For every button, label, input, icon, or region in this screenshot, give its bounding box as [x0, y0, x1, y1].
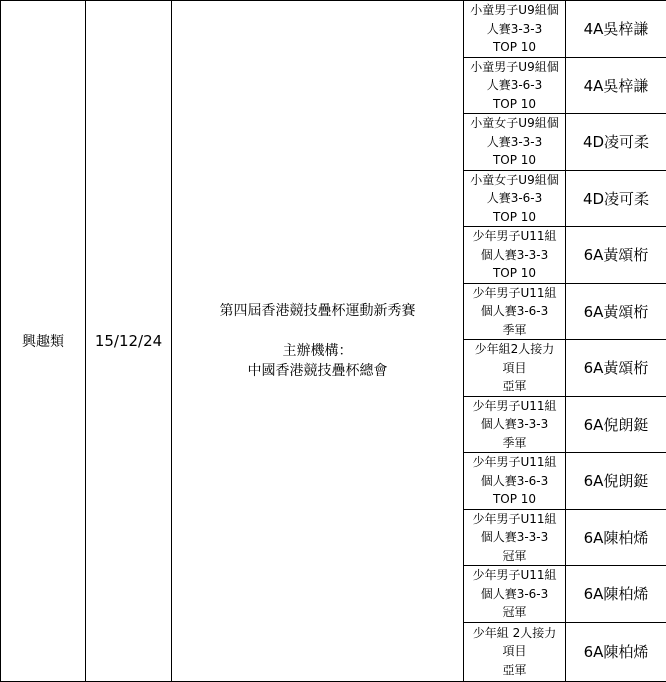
student-cell: 6A陳柏烯 — [566, 509, 666, 566]
event-cell: 少年組 2人接力 項目 亞軍 — [464, 622, 566, 681]
student-cell: 4A吳梓謙 — [566, 1, 666, 58]
event-cell: 少年男子U11組 個人賽3-3-3 TOP 10 — [464, 227, 566, 284]
organizer-label: 主辦機構： — [172, 341, 463, 361]
student-cell: 6A黃頌桁 — [566, 283, 666, 340]
competition-spacer — [172, 321, 463, 341]
date-cell: 15/12/24 — [86, 1, 172, 682]
student-cell: 6A黃頌桁 — [566, 340, 666, 397]
competition-cell — [172, 1, 464, 682]
category-cell: 興趣類 — [1, 1, 86, 682]
student-cell: 6A陳柏烯 — [566, 622, 666, 681]
student-cell: 4D凌可柔 — [566, 114, 666, 171]
organizer-name: 中國香港競技疊杯總會 — [172, 361, 463, 381]
student-cell: 4D凌可柔 — [566, 170, 666, 227]
event-cell: 少年男子U11組 個人賽3-6-3 TOP 10 — [464, 453, 566, 510]
student-cell: 4A吳梓謙 — [566, 57, 666, 114]
event-cell: 小童女子U9組個 人賽3-6-3 TOP 10 — [464, 170, 566, 227]
event-cell: 少年組2人接力 項目 亞軍 — [464, 340, 566, 397]
event-cell: 少年男子U11組 個人賽3-6-3 季軍 — [464, 283, 566, 340]
event-cell: 少年男子U11組 個人賽3-6-3 冠軍 — [464, 566, 566, 623]
awards-table-body — [1, 1, 666, 682]
student-cell: 6A陳柏烯 — [566, 566, 666, 623]
student-cell: 6A黃頌桁 — [566, 227, 666, 284]
table-row — [1, 1, 666, 58]
event-cell: 少年男子U11組 個人賽3-3-3 季軍 — [464, 396, 566, 453]
event-cell: 小童男子U9組個 人賽3-3-3 TOP 10 — [464, 1, 566, 58]
student-cell: 6A倪朗鋌 — [566, 396, 666, 453]
event-cell: 小童女子U9組個 人賽3-3-3 TOP 10 — [464, 114, 566, 171]
student-cell: 6A倪朗鋌 — [566, 453, 666, 510]
event-cell: 小童男子U9組個 人賽3-6-3 TOP 10 — [464, 57, 566, 114]
event-cell: 少年男子U11組 個人賽3-3-3 冠軍 — [464, 509, 566, 566]
competition-name: 第四屆香港競技疊杯運動新秀賽 — [172, 301, 463, 321]
